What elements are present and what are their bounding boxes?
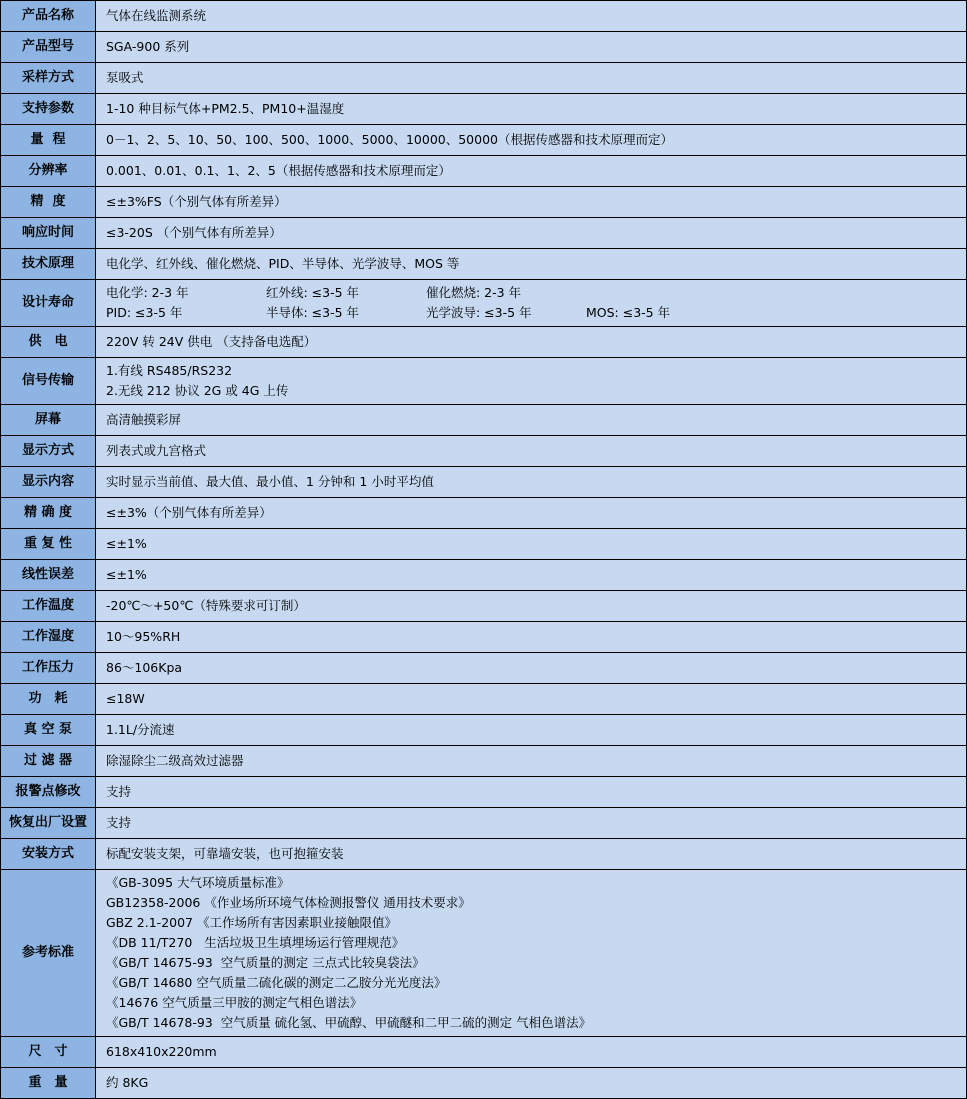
spec-value-display-content: [96, 467, 966, 497]
spec-row-working-pressure: [1, 653, 966, 684]
spec-value-line: 1.有线 RS485/RS232: [106, 363, 233, 378]
spec-value-line: 泵吸式: [106, 70, 144, 85]
spec-value-line: 0.001、0.01、0.1、1、2、5（根据传感器和技术原理而定）: [106, 163, 451, 178]
spec-value-line: 0－1、2、5、10、50、100、500、1000、5000、10000、50000（根据传感器和技术原理而定）: [106, 132, 673, 147]
spec-row-technical-principle: [1, 249, 966, 280]
spec-row-power-supply: [1, 327, 966, 358]
spec-label-response-time: 响应时间: [1, 218, 96, 248]
spec-row-power-consumption: [1, 684, 966, 715]
spec-value-segment: MOS: ≤3-5 年: [586, 305, 671, 320]
spec-value-segment: 红外线: ≤3-5 年: [266, 285, 360, 300]
spec-value-segment: PID: ≤3-5 年: [106, 305, 183, 320]
spec-label-installation: 安装方式: [1, 839, 96, 869]
spec-label-weight: 重 量: [1, 1068, 96, 1098]
spec-value-line: 列表式或九宫格式: [106, 443, 207, 458]
spec-value-repeatability: [96, 529, 966, 559]
spec-value-segment: 催化燃烧: 2-3 年: [426, 285, 522, 300]
spec-row-screen: [1, 405, 966, 436]
spec-row-repeatability: [1, 529, 966, 560]
spec-row-design-life: [1, 280, 966, 327]
spec-value-filter: [96, 746, 966, 776]
spec-row-installation: [1, 839, 966, 870]
spec-value-line: GB12358-2006 《作业场所环境气体检测报警仪 通用技术要求》: [106, 895, 471, 910]
spec-row-accuracy: [1, 498, 966, 529]
spec-row-working-temperature: [1, 591, 966, 622]
spec-value-line: 《GB/T 14678-93 空气质量 硫化氢、甲硫醇、甲硫醚和二甲二硫的测定 气相色谱法》: [106, 1015, 592, 1030]
spec-value-product-model: [96, 32, 966, 62]
spec-label-reference-standards: 参考标准: [1, 870, 96, 1036]
spec-value-vacuum-pump: [96, 715, 966, 745]
spec-label-alarm-point-modify: 报警点修改: [1, 777, 96, 807]
spec-label-technical-principle: 技术原理: [1, 249, 96, 279]
spec-value-response-time: [96, 218, 966, 248]
spec-value-line: 标配安装支架，可靠墙安装，也可抱箍安装: [106, 846, 344, 861]
spec-label-repeatability: 重 复 性: [1, 529, 96, 559]
spec-value-alarm-point-modify: [96, 777, 966, 807]
spec-value-line: 1-10 种目标气体+PM2.5、PM10+温湿度: [106, 101, 345, 116]
spec-label-working-temperature: 工作温度: [1, 591, 96, 621]
spec-label-linearity-error: 线性误差: [1, 560, 96, 590]
spec-value-accuracy: [96, 498, 966, 528]
spec-label-power-consumption: 功 耗: [1, 684, 96, 714]
spec-value-line: 618x410x220mm: [106, 1044, 217, 1059]
spec-label-factory-reset: 恢复出厂设置: [1, 808, 96, 838]
spec-value-resolution: [96, 156, 966, 186]
spec-row-signal-transmission: [1, 358, 966, 405]
spec-label-power-supply: 供 电: [1, 327, 96, 357]
spec-value-line: ≤3-20S （个别气体有所差异）: [106, 225, 282, 240]
spec-value-sampling-method: [96, 63, 966, 93]
spec-value-signal-transmission: [96, 358, 966, 404]
spec-label-display-mode: 显示方式: [1, 436, 96, 466]
spec-value-line: 电化学、红外线、催化燃烧、PID、半导体、光学波导、MOS 等: [106, 256, 460, 271]
spec-label-design-life: 设计寿命: [1, 280, 96, 326]
spec-label-dimensions: 尺 寸: [1, 1037, 96, 1067]
spec-value-line: 220V 转 24V 供电 （支持备电选配）: [106, 334, 317, 349]
spec-value-line: 《GB/T 14680 空气质量二硫化碳的测定二乙胺分光光度法》: [106, 975, 447, 990]
spec-value-reference-standards: [96, 870, 966, 1036]
spec-label-range: 量 程: [1, 125, 96, 155]
spec-label-precision: 精 度: [1, 187, 96, 217]
spec-value-line: 《GB/T 14675-93 空气质量的测定 三点式比较臭袋法》: [106, 955, 425, 970]
spec-row-display-content: [1, 467, 966, 498]
spec-value-range: [96, 125, 966, 155]
spec-row-precision: [1, 187, 966, 218]
spec-label-product-name: 产品名称: [1, 1, 96, 31]
spec-label-signal-transmission: 信号传输: [1, 358, 96, 404]
spec-value-line: [106, 303, 958, 323]
spec-row-sampling-method: [1, 63, 966, 94]
spec-label-supported-parameters: 支持参数: [1, 94, 96, 124]
spec-label-working-pressure: 工作压力: [1, 653, 96, 683]
spec-value-working-temperature: [96, 591, 966, 621]
spec-row-supported-parameters: [1, 94, 966, 125]
spec-value-dimensions: [96, 1037, 966, 1067]
spec-value-working-humidity: [96, 622, 966, 652]
spec-label-sampling-method: 采样方式: [1, 63, 96, 93]
spec-value-line: 《DB 11/T270 生活垃圾卫生填埋场运行管理规范》: [106, 935, 405, 950]
spec-value-line: SGA-900 系列: [106, 39, 190, 54]
spec-row-resolution: [1, 156, 966, 187]
spec-value-technical-principle: [96, 249, 966, 279]
spec-value-line: ≤±1%: [106, 536, 147, 551]
spec-row-display-mode: [1, 436, 966, 467]
spec-value-line: ≤±3%FS（个别气体有所差异）: [106, 194, 287, 209]
spec-value-line: 支持: [106, 815, 132, 830]
spec-value-screen: [96, 405, 966, 435]
spec-value-line: [106, 283, 958, 303]
spec-row-linearity-error: [1, 560, 966, 591]
spec-row-product-model: [1, 32, 966, 63]
spec-value-line: 《14676 空气质量三甲胺的测定气相色谱法》: [106, 995, 363, 1010]
spec-value-segment: 光学波导: ≤3-5 年: [426, 305, 532, 320]
spec-value-line: 除湿除尘二级高效过滤器: [106, 753, 244, 768]
spec-row-reference-standards: [1, 870, 966, 1037]
spec-value-line: 约 8KG: [106, 1075, 149, 1090]
spec-value-design-life: [96, 280, 966, 326]
spec-row-product-name: [1, 1, 966, 32]
spec-row-factory-reset: [1, 808, 966, 839]
spec-label-display-content: 显示内容: [1, 467, 96, 497]
spec-value-line: 支持: [106, 784, 132, 799]
spec-value-segment: 半导体: ≤3-5 年: [266, 305, 360, 320]
spec-label-vacuum-pump: 真 空 泵: [1, 715, 96, 745]
spec-value-line: 1.1L/分流速: [106, 722, 175, 737]
spec-label-working-humidity: 工作湿度: [1, 622, 96, 652]
spec-value-line: 《GB-3095 大气环境质量标准》: [106, 875, 290, 890]
spec-value-line: 气体在线监测系统: [106, 8, 207, 23]
spec-value-display-mode: [96, 436, 966, 466]
spec-value-factory-reset: [96, 808, 966, 838]
spec-label-screen: 屏幕: [1, 405, 96, 435]
spec-value-line: ≤18W: [106, 691, 145, 706]
spec-value-line: ≤±3%（个别气体有所差异）: [106, 505, 272, 520]
spec-value-installation: [96, 839, 966, 869]
spec-value-segment: 电化学: 2-3 年: [106, 285, 189, 300]
spec-value-line: 2.无线 212 协议 2G 或 4G 上传: [106, 383, 289, 398]
spec-row-range: [1, 125, 966, 156]
spec-value-line: 实时显示当前值、最大值、最小值、1 分钟和 1 小时平均值: [106, 474, 434, 489]
spec-row-filter: [1, 746, 966, 777]
spec-label-resolution: 分辨率: [1, 156, 96, 186]
spec-value-working-pressure: [96, 653, 966, 683]
spec-value-supported-parameters: [96, 94, 966, 124]
spec-row-working-humidity: [1, 622, 966, 653]
spec-value-power-consumption: [96, 684, 966, 714]
spec-label-product-model: 产品型号: [1, 32, 96, 62]
spec-row-dimensions: [1, 1037, 966, 1068]
spec-value-line: 高清触摸彩屏: [106, 412, 182, 427]
spec-row-vacuum-pump: [1, 715, 966, 746]
spec-value-line: GBZ 2.1-2007 《工作场所有害因素职业接触限值》: [106, 915, 397, 930]
spec-row-alarm-point-modify: [1, 777, 966, 808]
spec-value-product-name: [96, 1, 966, 31]
spec-value-line: 10～95%RH: [106, 629, 181, 644]
spec-value-power-supply: [96, 327, 966, 357]
spec-value-line: 86～106Kpa: [106, 660, 183, 675]
spec-label-filter: 过 滤 器: [1, 746, 96, 776]
spec-label-accuracy: 精 确 度: [1, 498, 96, 528]
spec-value-precision: [96, 187, 966, 217]
spec-value-linearity-error: [96, 560, 966, 590]
spec-value-line: ≤±1%: [106, 567, 147, 582]
spec-value-weight: [96, 1068, 966, 1098]
spec-value-line: -20℃～+50℃（特殊要求可订制）: [106, 598, 306, 613]
spec-row-response-time: [1, 218, 966, 249]
